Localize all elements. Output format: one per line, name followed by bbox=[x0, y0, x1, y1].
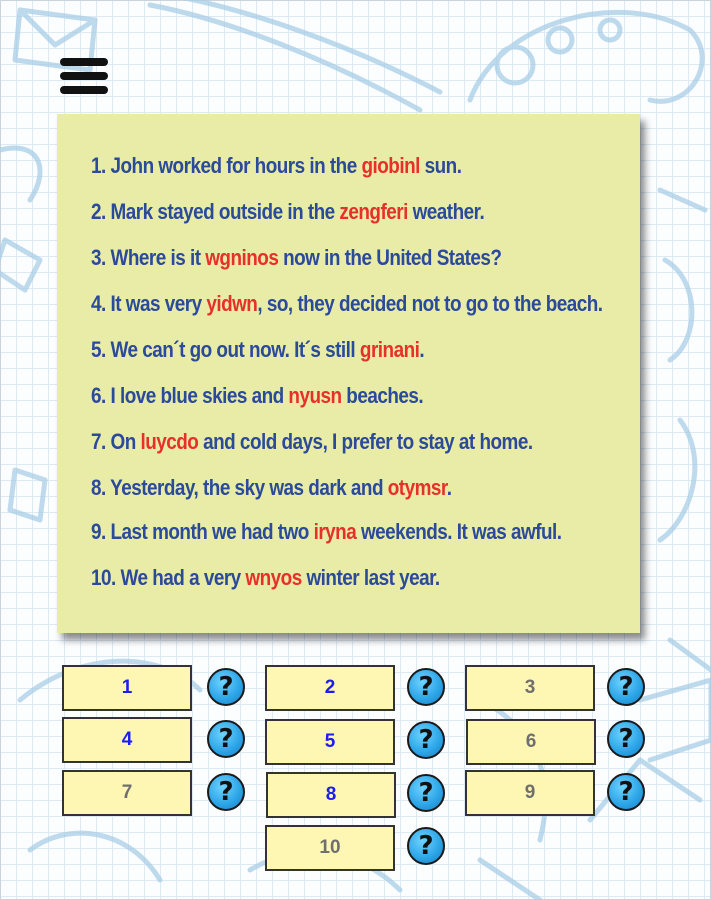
answer-label: 4 bbox=[121, 729, 133, 750]
answer-box-8[interactable] bbox=[266, 772, 396, 818]
answer-label: 5 bbox=[324, 731, 336, 752]
answer-box-3[interactable] bbox=[465, 665, 595, 711]
answer-label: 3 bbox=[524, 677, 536, 698]
sentence-8: 8. Yesterday, the sky was dark and otymsr. bbox=[91, 475, 452, 500]
answer-label: 9 bbox=[524, 782, 536, 803]
question-mark-icon[interactable]: ? bbox=[407, 827, 445, 865]
question-mark-icon[interactable]: ? bbox=[207, 720, 245, 758]
answer-box-1[interactable] bbox=[62, 665, 192, 711]
scrambled-word: wgninos bbox=[205, 245, 279, 270]
question-mark-icon[interactable]: ? bbox=[407, 774, 445, 812]
question-mark-icon[interactable]: ? bbox=[407, 668, 445, 706]
sentence-9: 9. Last month we had two iryna weekends. It was awful. bbox=[91, 519, 562, 544]
exercise-card bbox=[57, 114, 640, 633]
scrambled-word: otymsr bbox=[387, 475, 447, 500]
sentence-2: 2. Mark stayed outside in the zengferi weather. bbox=[91, 199, 485, 224]
answer-label: 7 bbox=[121, 782, 133, 803]
sentence-10: 10. We had a very wnyos winter last year. bbox=[91, 565, 440, 590]
sentence-7: 7. On luycdo and cold days, I prefer to stay at home. bbox=[91, 429, 533, 454]
sentence-1: 1. John worked for hours in the giobinl sun. bbox=[91, 153, 462, 178]
sentence-4: 4. It was very yidwn, so, they decided not to go to the beach. bbox=[91, 291, 603, 316]
answer-box-4[interactable] bbox=[62, 717, 192, 763]
scrambled-word: giobinl bbox=[361, 153, 420, 178]
question-mark-icon[interactable]: ? bbox=[607, 668, 645, 706]
sentence-3: 3. Where is it wgninos now in the United States? bbox=[91, 245, 502, 270]
answer-label: 10 bbox=[319, 837, 341, 858]
question-mark-icon[interactable]: ? bbox=[207, 668, 245, 706]
scrambled-word: grinani bbox=[359, 337, 420, 362]
answer-box-6[interactable] bbox=[466, 719, 596, 765]
question-mark-icon[interactable]: ? bbox=[207, 773, 245, 811]
answer-label: 6 bbox=[525, 731, 537, 752]
answer-label: 1 bbox=[121, 677, 133, 698]
answer-box-10[interactable] bbox=[265, 825, 395, 871]
answer-label: 2 bbox=[324, 677, 336, 698]
answer-box-2[interactable] bbox=[265, 665, 395, 711]
question-mark-icon[interactable]: ? bbox=[607, 720, 645, 758]
sentence-6: 6. I love blue skies and nyusn beaches. bbox=[91, 383, 424, 408]
answer-box-5[interactable] bbox=[265, 719, 395, 765]
scrambled-word: zengferi bbox=[339, 199, 408, 224]
scrambled-word: luycdo bbox=[140, 429, 199, 454]
scrambled-word: nyusn bbox=[288, 383, 342, 408]
scrambled-word: yidwn bbox=[206, 291, 258, 316]
scrambled-word: iryna bbox=[313, 519, 357, 544]
answer-box-9[interactable] bbox=[465, 770, 595, 816]
answer-label: 8 bbox=[325, 784, 337, 805]
hamburger-menu-icon[interactable] bbox=[60, 58, 108, 96]
sentence-5: 5. We can´t go out now. It´s still grinani. bbox=[91, 337, 425, 362]
question-mark-icon[interactable]: ? bbox=[407, 721, 445, 759]
scrambled-word: wnyos bbox=[245, 565, 302, 590]
question-mark-icon[interactable]: ? bbox=[607, 773, 645, 811]
answer-box-7[interactable] bbox=[62, 770, 192, 816]
